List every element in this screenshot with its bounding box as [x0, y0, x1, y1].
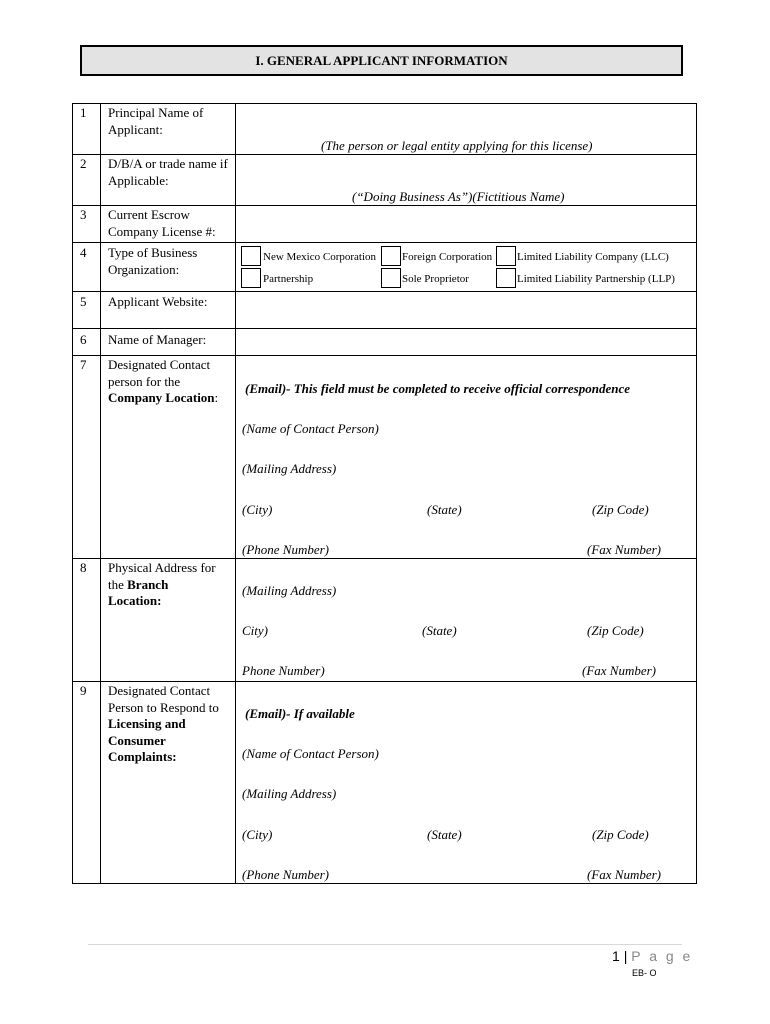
website-label: Applicant Website: [108, 294, 208, 309]
branch-city-field[interactable]: City) [242, 623, 268, 638]
website-field[interactable] [237, 293, 695, 327]
branch-zip-field[interactable]: (Zip Code) [587, 623, 644, 638]
page-word: P a g e [631, 948, 693, 964]
complaints-phone-field[interactable]: (Phone Number) [242, 867, 330, 882]
row-divider [72, 154, 697, 155]
row-number: 6 [80, 332, 87, 347]
complaints-state-field[interactable]: (State) [427, 827, 462, 842]
complaints-fax-field[interactable]: (Fax Number) [587, 867, 662, 882]
manager-label: Name of Manager: [108, 332, 207, 347]
branch-phone-field[interactable]: Phone Number) [242, 663, 325, 678]
table-border-left [72, 103, 73, 883]
llp-checkbox[interactable] [496, 268, 516, 288]
row-number: 9 [80, 683, 87, 698]
section-header [80, 45, 683, 76]
complaints-city-field[interactable]: (City) [242, 827, 273, 842]
principal-name-hint: (The person or legal entity applying for this license) [321, 138, 593, 153]
label-bold: Branch [127, 576, 169, 592]
complaints-contact-label [108, 683, 230, 766]
row-divider [72, 328, 697, 329]
business-type-label: Type of Business Organization: [108, 245, 198, 277]
option-label: Limited Liability Partnership (LLP) [517, 273, 675, 285]
company-state-field[interactable]: (State) [427, 502, 462, 517]
row-number: 1 [80, 105, 87, 120]
manager-field[interactable] [237, 330, 695, 354]
complaints-contact-name-field[interactable]: (Name of Contact Person) [242, 746, 379, 761]
option-label: Foreign Corporation [402, 251, 493, 263]
section-title: I. GENERAL APPLICANT INFORMATION [255, 53, 508, 68]
dba-label: D/B/A or trade name if Applicable: [108, 156, 228, 188]
row-divider [72, 242, 697, 243]
company-city-field[interactable]: (City) [242, 502, 273, 517]
company-mailing-address-field[interactable]: (Mailing Address) [242, 461, 337, 476]
option-label: Partnership [263, 273, 314, 285]
table-border-bottom [72, 883, 697, 884]
row-divider [72, 205, 697, 206]
label-bold: Company Location [108, 390, 215, 405]
foreign-corporation-checkbox[interactable] [381, 246, 401, 266]
branch-mailing-address-field[interactable]: (Mailing Address) [242, 583, 337, 598]
label-bold: Location: [108, 593, 162, 608]
company-contact-label [108, 357, 234, 407]
page-number: 1 [612, 948, 620, 964]
label-bold: Licensing and Consumer Complaints: [108, 716, 186, 764]
complaints-mailing-address-field[interactable]: (Mailing Address) [242, 786, 337, 801]
row-number: 5 [80, 294, 87, 309]
complaints-email-field[interactable]: (Email)- If available [245, 706, 355, 721]
company-email-field[interactable]: (Email)- This field must be completed to receive official correspondence [245, 381, 630, 396]
sole-proprietor-checkbox[interactable] [381, 268, 401, 288]
page-footer [612, 948, 693, 964]
table-border-top [72, 103, 697, 104]
footer-rule [88, 944, 682, 945]
row-divider [72, 558, 697, 559]
complaints-zip-field[interactable]: (Zip Code) [592, 827, 649, 842]
column-divider [100, 103, 101, 883]
branch-state-field[interactable]: (State) [422, 623, 457, 638]
principal-name-label: Principal Name of Applicant: [108, 105, 204, 137]
label-tail: : [214, 390, 219, 405]
row-number: 4 [80, 245, 87, 260]
document-code: EB- O [632, 968, 657, 978]
llc-checkbox[interactable] [496, 246, 516, 266]
label-text: Designated Contact Person to Respond to [108, 683, 219, 715]
column-divider [235, 103, 236, 883]
branch-address-label [108, 560, 234, 610]
label-text: Designated Contact person for the [108, 357, 211, 389]
escrow-license-label: Current Escrow Company License #: [108, 207, 216, 239]
row-divider [72, 355, 697, 356]
row-number: 2 [80, 156, 87, 171]
branch-fax-field[interactable]: (Fax Number) [582, 663, 657, 678]
label-text: Physical Address for the [108, 560, 216, 592]
row-divider [72, 681, 697, 682]
page-separator: | [623, 948, 628, 964]
option-label: Sole Proprietor [402, 273, 469, 285]
partnership-checkbox[interactable] [241, 268, 261, 288]
dba-hint: (“Doing Business As”)(Fictitious Name) [352, 189, 565, 204]
company-phone-field[interactable]: (Phone Number) [242, 542, 330, 557]
option-label: Limited Liability Company (LLC) [517, 251, 669, 263]
new-mexico-corporation-checkbox[interactable] [241, 246, 261, 266]
option-label: New Mexico Corporation [263, 251, 377, 263]
row-number: 8 [80, 560, 87, 575]
company-zip-field[interactable]: (Zip Code) [592, 502, 649, 517]
escrow-license-field[interactable] [237, 207, 695, 241]
row-divider [72, 291, 697, 292]
row-number: 3 [80, 207, 87, 222]
company-contact-name-field[interactable]: (Name of Contact Person) [242, 421, 379, 436]
company-fax-field[interactable]: (Fax Number) [587, 542, 662, 557]
row-number: 7 [80, 357, 87, 372]
table-border-right [696, 103, 697, 883]
